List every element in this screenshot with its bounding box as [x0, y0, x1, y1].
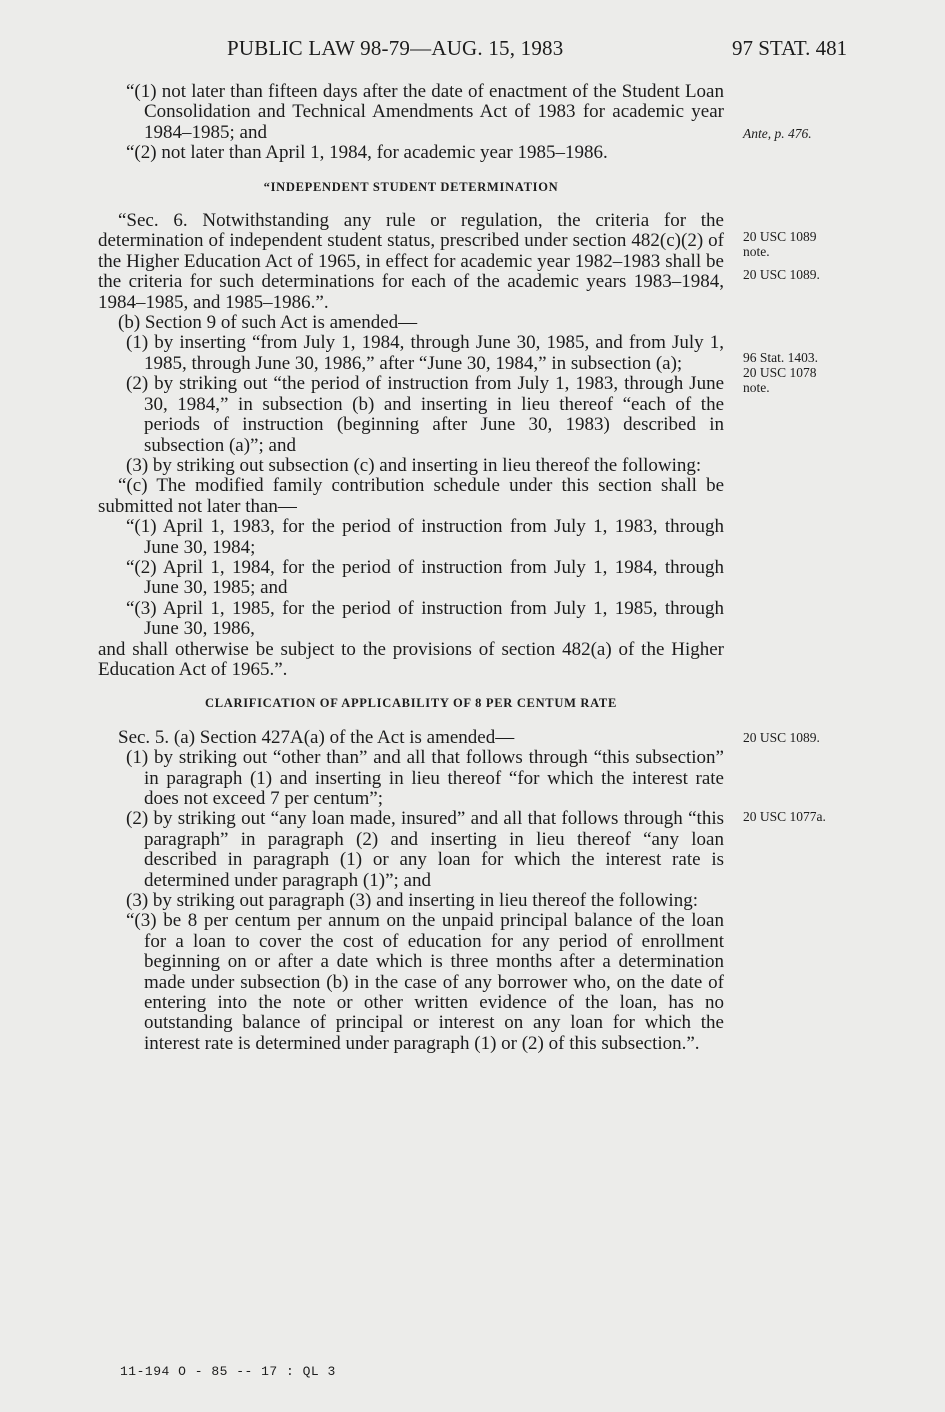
print-code-footer: 11-194 O - 85 -- 17 : QL 3 — [120, 1364, 336, 1379]
header-stat-page: 97 STAT. 481 — [732, 36, 848, 60]
section-heading: “INDEPENDENT STUDENT DETERMINATION — [263, 179, 559, 194]
paragraph: “(2) not later than April 1, 1984, for academic year 1985–1986. — [126, 142, 608, 164]
paragraph: (2) by striking out “the period of instruction from July 1, 1983, through June 30, 1984,” in subsection (b) and inserting in lieu thereof “each of the periods of instruction (beginning after June 30, 1983) described in subsection (a)”; and — [126, 373, 724, 456]
margin-note — [743, 809, 933, 824]
paragraph: (1) by striking out “other than” and all that follows through “this subsection” in paragraph (1) and inserting in lieu thereof “for which the interest rate does not exceed 7 per centum”; — [126, 747, 724, 809]
margin-note-text: 20 USC 1078 — [743, 365, 817, 380]
margin-note-text: 20 USC 1089. — [743, 730, 820, 745]
margin-note-text: 20 USC 1089. — [743, 267, 820, 282]
margin-note-text: 20 USC 1089 — [743, 229, 817, 244]
margin-note-text: note. — [743, 244, 770, 259]
paragraph: “(3) April 1, 1985, for the period of instruction from July 1, 1985, through June 30, 1986, — [126, 597, 724, 640]
paragraph: “(2) April 1, 1984, for the period of instruction from July 1, 1984, through June 30, 1985; and — [126, 556, 724, 599]
margin-note-text: 96 Stat. 1403. — [743, 350, 819, 365]
margin-note — [743, 126, 933, 141]
section-heading: CLARIFICATION OF APPLICABILITY OF 8 PER CENTUM RATE — [205, 696, 617, 711]
paragraph: (1) by inserting “from July 1, 1984, through June 30, 1985, and from July 1, 1985, through June 30, 1986,” after “June 30, 1984,” in subsection (a); — [126, 332, 724, 374]
margin-note — [743, 229, 933, 259]
margin-note-text: Ante, p. 476. — [743, 126, 812, 141]
margin-note — [743, 267, 933, 282]
margin-note-text: 20 USC 1077a. — [743, 809, 826, 824]
paragraph: (2) by striking out “any loan made, insured” and all that follows through “this paragraph” in paragraph (2) and inserting in lieu thereof “any loan described in paragraph (1) or any loan for which the interest rate is determined under paragraph (1)”; and — [126, 808, 724, 891]
paragraph: “(1) April 1, 1983, for the period of instruction from July 1, 1983, through June 30, 1984; — [126, 516, 724, 558]
header-title: PUBLIC LAW 98-79—AUG. 15, 1983 — [227, 36, 564, 60]
paragraph: (3) by striking out subsection (c) and inserting in lieu thereof the following: — [126, 454, 702, 476]
paragraph: Sec. 5. (a) Section 427A(a) of the Act is amended— — [118, 726, 515, 748]
margin-note — [743, 730, 933, 745]
paragraph: (b) Section 9 of such Act is amended— — [118, 312, 418, 334]
paragraph: and shall otherwise be subject to the provisions of section 482(a) of the Higher Education Act of 1965.”. — [98, 638, 724, 680]
paragraph: (3) by striking out paragraph (3) and inserting in lieu thereof the following: — [126, 890, 698, 912]
page-header — [0, 36, 945, 66]
margin-note-text: note. — [743, 380, 770, 395]
paragraph: “Sec. 6. Notwithstanding any rule or regulation, the criteria for the determination of independent student status, prescribed under section 482(c)(2) of the Higher Education Act of 1965, in effect for academic year 1982–1983 shall be the criteria for such determinations for each of the academic years 1983–1984, 1984–1985, and 1985–1986.”. — [98, 210, 724, 313]
paragraph: “(3) be 8 per centum per annum on the unpaid principal balance of the loan for a loan to cover the cost of education for any period of enrollment beginning on or after a date which is three months after a determination made under subsection (b) in the case of any borrower who, on the date of entering into the note or other written evidence of the loan, has no outstanding balance of principal or interest on any loan for which the interest rate is determined under paragraph (1) or (2) of this subsection.”. — [126, 910, 724, 1054]
body-text — [98, 82, 724, 1054]
margin-note — [743, 350, 933, 395]
paragraph: “(c) The modified family contribution schedule under this section shall be submitted not later than— — [98, 475, 724, 517]
paragraph: “(1) not later than fifteen days after the date of enactment of the Student Loan Consolidation and Technical Amendments Act of 1983 for academic year 1984–1985; and — [126, 81, 724, 143]
